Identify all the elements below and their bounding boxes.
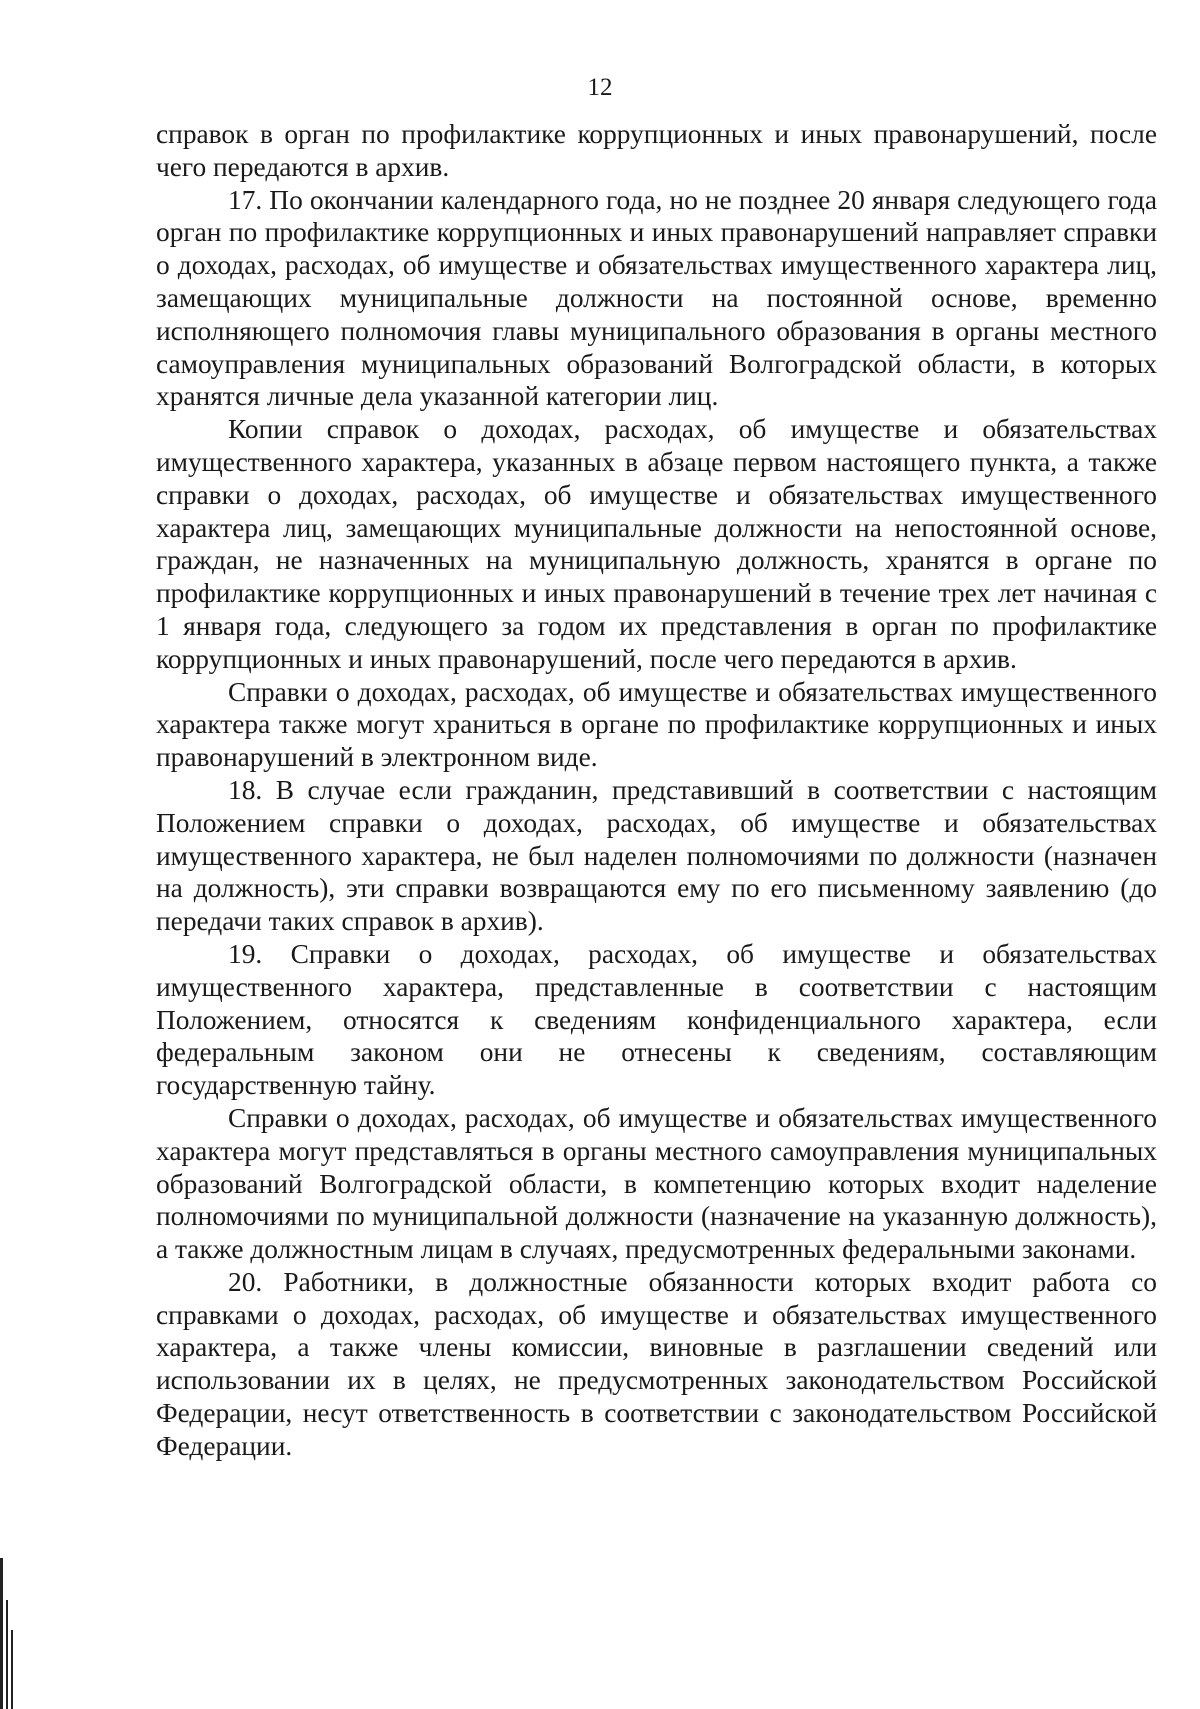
scan-edge-mark <box>6 1600 8 1709</box>
paragraph-copies-storage: Копии справок о доходах, расходах, об имуществе и обязательствах имущественного характера, указанных в абзаце первом настоящего пункта, а также справки о доходах, расходах, об имуществе и обязательствах имущественного характера лиц, замещающих муниципальные должности на непостоянной основе, граждан, не назначенных на муниципальную должность, хранятся в органе по профилактике коррупционных и иных правонарушений в течение трех лет начиная с 1 января года, следующего за годом их представления в орган по профилактике коррупционных и иных правонарушений, после чего передаются в архив. <box>156 414 1157 674</box>
scan-edge-mark <box>0 1558 3 1709</box>
page-number: 12 <box>587 74 613 101</box>
paragraph-submission-to-bodies: Справки о доходах, расходах, об имуществе и обязательствах имущественного характера могут представляться в органы местного самоуправления муниципальных образований Волгоградской области, в компетенцию которых входит наделение полномочиями по муниципальной должности (назначение на указанную должность), а также должностным лицам в случаях, предусмотренных федеральными законами. <box>156 1102 1157 1265</box>
paragraph-electronic-storage: Справки о доходах, расходах, об имуществе и обязательствах имущественного характера также могут храниться в органе по профилактике коррупционных и иных правонарушений в электронном виде. <box>156 676 1157 773</box>
paragraph-item-20: 20. Работники, в должностные обязанности которых входит работа со справками о доходах, расходах, об имуществе и обязательствах имущественного характера, а также члены комиссии, виновные в разглашении сведений или использовании их в целях, не предусмотренных законодательством Российской Федерации, несут ответственность в соответствии с законодательством Российской Федерации. <box>156 1266 1157 1461</box>
paragraph-item-18: 18. В случае если гражданин, представивший в соответствии с настоящим Положением справки о доходах, расходах, об имуществе и обязательствах имущественного характера, не был наделен полномочиями по должности (назначен на должность), эти справки возвращаются ему по его письменному заявлению (до передачи таких справок в архив). <box>156 774 1157 937</box>
scan-edge-mark <box>11 1630 13 1709</box>
document-body <box>156 118 1157 1463</box>
paragraph-item-19: 19. Справки о доходах, расходах, об имуществе и обязательствах имущественного характера, представленные в соответствии с настоящим Положением, относятся к сведениям конфиденциального характера, если федеральным законом они не отнесены к сведениям, составляющим государственную тайну. <box>156 938 1157 1101</box>
paragraph-continuation: справок в орган по профилактике коррупционных и иных правонарушений, после чего передаются в архив. <box>156 119 1157 182</box>
paragraph-item-17: 17. По окончании календарного года, но не позднее 20 января следующего года орган по профилактике коррупционных и иных правонарушений направляет справки о доходах, расходах, об имуществе и обязательствах имущественного характера лиц, замещающих муниципальные должности на постоянной основе, временно исполняющего полномочия главы муниципального образования в органы местного самоуправления муниципальных образований Волгоградской области, в которых хранятся личные дела указанной категории лиц. <box>156 184 1157 412</box>
